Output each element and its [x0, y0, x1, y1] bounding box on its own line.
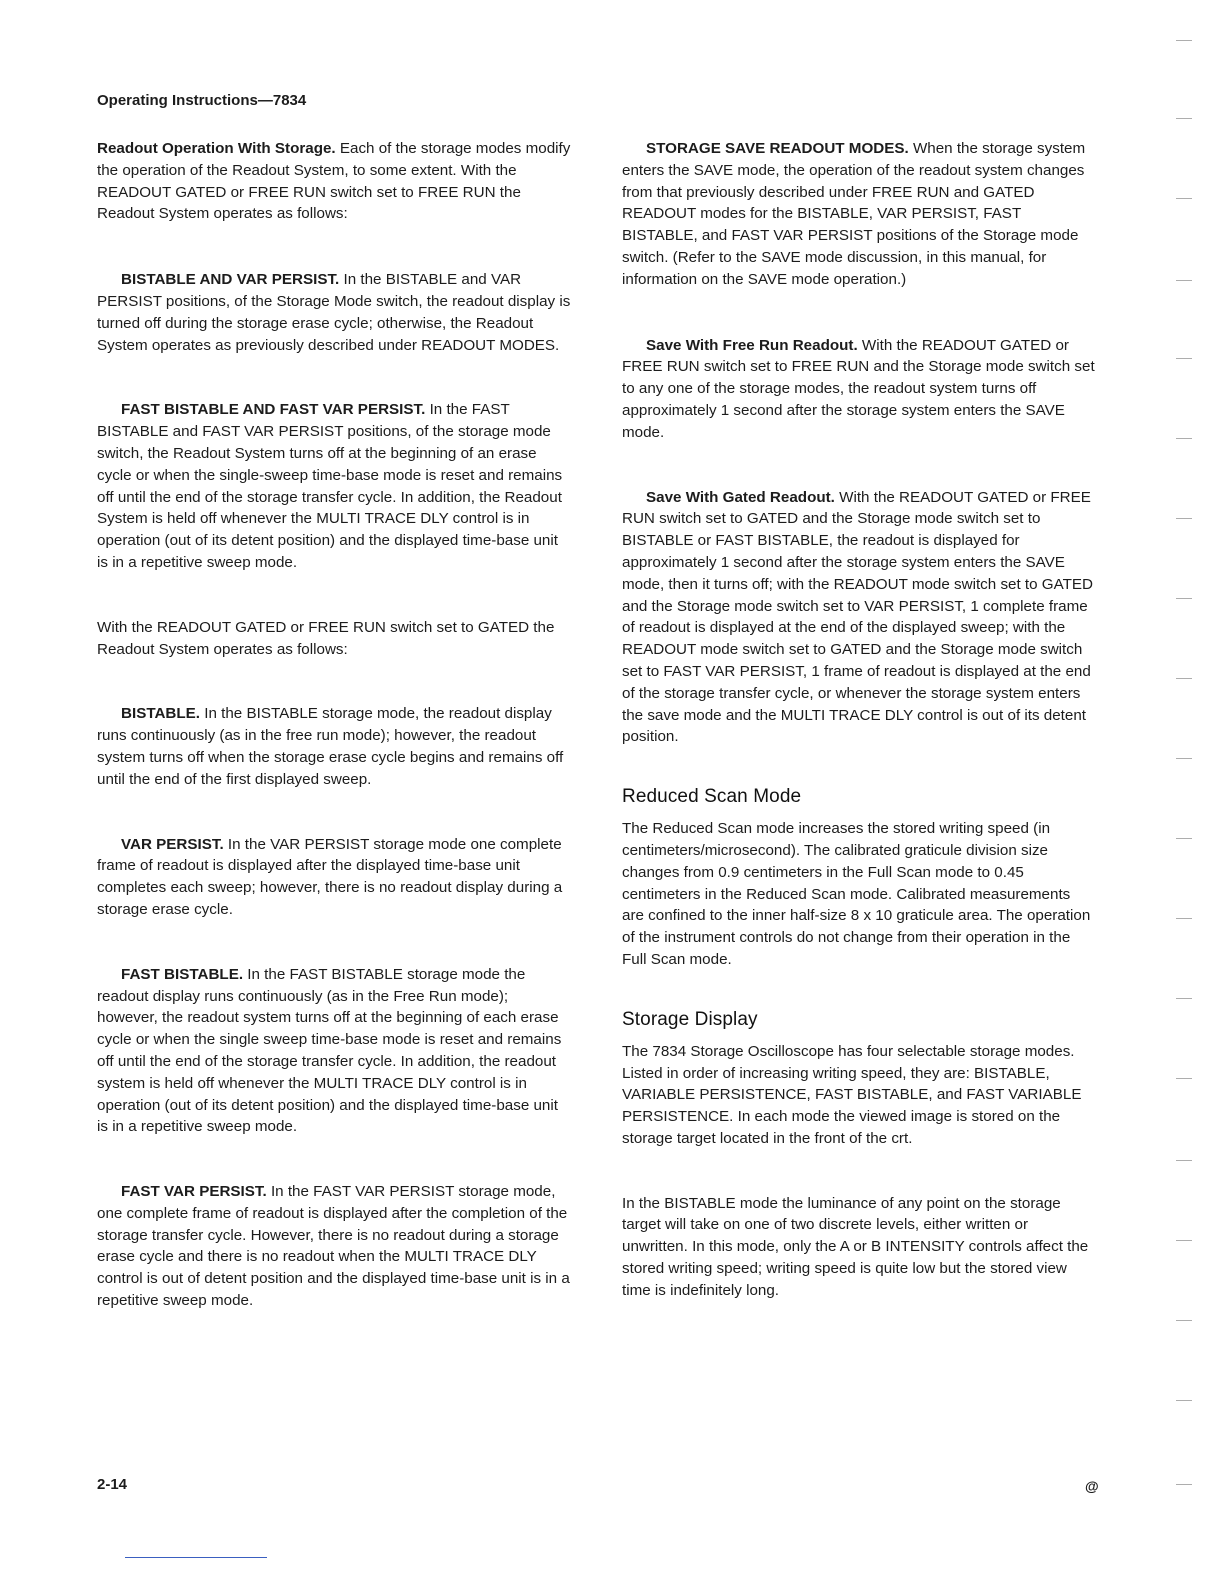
- paragraph-text: In the VAR PERSIST storage mode one complete frame of readout is displayed after the displayed time-base unit completes each sweep; however, there is no readout display during a storage erase cycle.: [97, 835, 563, 918]
- edge-scan-mark: [1176, 358, 1192, 359]
- paragraph-reduced-scan: The Reduced Scan mode increases the stored writing speed (in centimeters/microsecond). The calibrated graticule division size changes from 0.9 centimeters in the Full Scan mode to 0.45 centimeters in the Reduced Scan mode. Calibrated measurements are confined to the inner half-size 8 x 10 graticule area. The operation of the instrument controls do not change from their operation in the Full Scan mode.: [622, 820, 1091, 968]
- paragraph-text: With the READOUT GATED or FREE RUN switch set to GATED and the Storage mode switch set to BISTABLE or FAST BISTABLE, the readout is displayed for approximately 1 second after the storage system enters the SAVE mode, then it turns off; with the READOUT mode switch set to GATED and the Storage mode switch set to VAR PERSIST, 1 complete frame of readout is displayed at the end of the displayed sweep; with the READOUT mode switch set to GATED and the Storage mode switch set to FAST VAR PERSIST, 1 frame of readout is displayed at the end of the storage transfer cycle, or whenever the storage system enters the save mode and the MULTI TRACE DLY control is out of its detent position.: [622, 488, 1093, 746]
- paragraph-readout-operation: [97, 138, 573, 225]
- paragraph-lead: FAST BISTABLE.: [121, 965, 244, 983]
- page-header-title: Operating Instructions—7834: [97, 92, 307, 109]
- heading-storage-display: Storage Display: [622, 1008, 758, 1030]
- paragraph-gated-bistable: [97, 703, 573, 790]
- paragraph-save-gated: [622, 487, 1096, 749]
- paragraph-lead: Readout Operation With Storage.: [97, 140, 336, 157]
- left-column: [97, 138, 573, 1312]
- paragraph-bistable-var-persist: [97, 269, 573, 356]
- paragraph-fast-bistable-fast-var-persist: [97, 399, 573, 573]
- paragraph-save-free-run: [622, 335, 1096, 444]
- paragraph-text: With the READOUT GATED or FREE RUN switch set to GATED the Readout System operates as follows:: [97, 618, 555, 658]
- edge-scan-mark: [1176, 998, 1192, 999]
- paragraph-text: When the storage system enters the SAVE mode, the operation of the readout system changes from that previously described under FREE RUN and GATED READOUT modes for the BISTABLE, VAR PERSIST, FAST BISTABLE, and FAST VAR PERSIST positions of the Storage mode switch. (Refer to the SAVE mode discussion, in this manual, for information on the SAVE mode operation.): [622, 140, 1086, 288]
- paragraph-text: Each of the storage modes modify the operation of the Readout System, to some extent. With the READOUT GATED or FREE RUN switch set to FREE RUN the Readout System operates as follows:: [97, 140, 571, 223]
- edge-scan-mark: [1176, 198, 1192, 199]
- paragraph-lead: BISTABLE AND VAR PERSIST.: [121, 271, 340, 289]
- edge-scan-mark: [1176, 598, 1192, 599]
- right-column: [622, 138, 1096, 1302]
- paragraph-bistable-luminance: In the BISTABLE mode the luminance of any point on the storage target will take on one of two discrete levels, either written or unwritten. In this mode, only the A or B INTENSITY controls affect the stored writing speed; writing speed is quite low but the stored view time is indefinitely long.: [622, 1194, 1089, 1299]
- paragraph-lead: Save With Gated Readout.: [646, 488, 835, 506]
- paragraph-gated-intro: [97, 617, 573, 661]
- edge-scan-mark: [1176, 678, 1192, 679]
- paragraph-storage-save-readout-modes: [622, 138, 1096, 291]
- edge-scan-mark: [1176, 40, 1192, 41]
- edge-scan-mark: [1176, 118, 1192, 119]
- paragraph-lead: Save With Free Run Readout.: [646, 336, 858, 354]
- paragraph-text: In the FAST VAR PERSIST storage mode, one complete frame of readout is displayed after the completion of the storage transfer cycle. However, there is no readout during a storage erase cycle and there is no readout when the MULTI TRACE DLY control is out of detent position and the displayed time-base unit is in a repetitive sweep mode.: [97, 1183, 570, 1310]
- edge-scan-mark: [1176, 518, 1192, 519]
- edge-scan-mark: [1176, 1240, 1192, 1241]
- paragraph-storage-display-intro: The 7834 Storage Oscilloscope has four selectable storage modes. Listed in order of increasing writing speed, they are: BISTABLE, VARIABLE PERSISTENCE, FAST BISTABLE, and FAST VARIABLE PERSISTENCE. In each mode the viewed image is stored on the storage target located in the front of the crt.: [622, 1042, 1082, 1147]
- paragraph-text: In the FAST BISTABLE and FAST VAR PERSIST positions, of the storage mode switch, the Readout System turns off at the beginning of an erase cycle or when the single-sweep time-base mode is reset and remains off until the end of the storage transfer cycle. In addition, the Readout System is held off whenever the MULTI TRACE DLY control is in operation (out of its detent position) and the displayed time-base unit is in a repetitive sweep mode.: [97, 401, 563, 571]
- paragraph-text: With the READOUT GATED or FREE RUN switch set to FREE RUN and the Storage mode switch set to any one of the storage modes, the readout system turns off approximately 1 second after the storage system enters the SAVE mode.: [622, 336, 1095, 441]
- paragraph-text: In the BISTABLE and VAR PERSIST positions, of the Storage Mode switch, the readout display is turned off during the storage erase cycle; otherwise, the Readout System operates as previously described under READOUT MODES.: [97, 271, 571, 354]
- paragraph-lead: FAST BISTABLE AND FAST VAR PERSIST.: [121, 401, 426, 419]
- paragraph-lead: BISTABLE.: [121, 705, 201, 723]
- edge-scan-mark: [1176, 838, 1192, 839]
- edge-scan-mark: [1176, 280, 1192, 281]
- edge-scan-mark: [1176, 1320, 1192, 1321]
- paragraph-lead: FAST VAR PERSIST.: [121, 1183, 267, 1201]
- edge-scan-mark: [1176, 1078, 1192, 1079]
- edge-scan-mark: [1176, 438, 1192, 439]
- paragraph-lead: STORAGE SAVE READOUT MODES.: [646, 140, 909, 157]
- edge-scan-mark: [1176, 1400, 1192, 1401]
- scan-artifact-line: [125, 1557, 267, 1558]
- paragraph-lead: VAR PERSIST.: [121, 835, 224, 853]
- paragraph-gated-var-persist: [97, 834, 573, 921]
- edge-scan-mark: [1176, 918, 1192, 919]
- footer-mark: @: [1085, 1478, 1099, 1494]
- edge-scan-mark: [1176, 758, 1192, 759]
- heading-reduced-scan-mode: Reduced Scan Mode: [622, 786, 802, 808]
- paragraph-gated-fast-var-persist: [97, 1181, 573, 1312]
- edge-scan-mark: [1176, 1484, 1192, 1485]
- edge-scan-mark: [1176, 1160, 1192, 1161]
- paragraph-text: In the BISTABLE storage mode, the readout display runs continuously (as in the free run mode); however, the readout system turns off when the storage erase cycle begins and remains off until the end of the first displayed sweep.: [97, 705, 564, 788]
- page-number: 2-14: [97, 1476, 128, 1493]
- paragraph-text: In the FAST BISTABLE storage mode the readout display runs continuously (as in the Free Run mode); however, the readout system turns off at the beginning of each erase cycle or when the single sweep time-base mode is reset and remains off until the end of the storage transfer cycle. In addition, the readout system is held off whenever the MULTI TRACE DLY control is in operation (out of its detent position) and the displayed time-base unit is in a repetitive sweep mode.: [97, 965, 562, 1136]
- paragraph-gated-fast-bistable: [97, 964, 573, 1138]
